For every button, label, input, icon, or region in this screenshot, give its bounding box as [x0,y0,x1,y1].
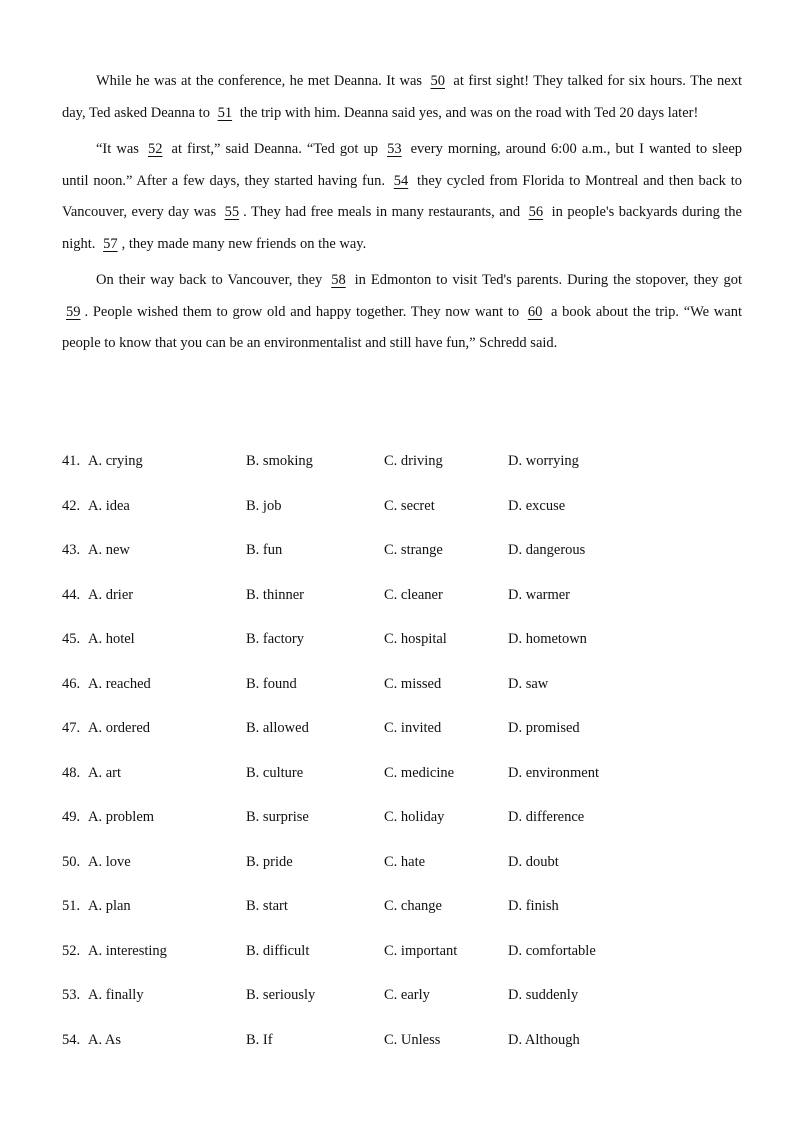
passage-text: in people's backyards during the night. [62,204,742,252]
blank-number: 52 [147,141,163,157]
question-row [62,758,742,803]
passage-text: at first,” said Deanna. “Ted got up [166,141,384,157]
answer-option: A. As [88,1031,122,1048]
answer-option: A. reached [88,675,151,692]
answer-option: B. factory [246,631,304,647]
passage-text: “It was [96,141,144,157]
question-number: 47. [62,720,81,736]
answer-option: B. If [246,1031,273,1048]
answer-option: D. Although [508,1031,580,1048]
answer-option: C. medicine [384,764,455,781]
answer-option: B. smoking [246,453,313,469]
question-row [62,580,742,625]
answer-option: B. seriously [246,987,316,1003]
answer-option: D. excuse [508,497,566,514]
answer-option: C. holiday [384,809,445,825]
question-number: 45. [62,631,81,647]
question-row [62,980,742,1025]
answer-option: A. interesting [88,942,167,959]
question-row [62,891,742,936]
blank-number: 50 [430,73,445,89]
question-number: 51. [62,898,81,914]
question-row [62,624,742,669]
answer-option: B. thinner [246,586,304,603]
answer-option: B. start [246,898,288,914]
answer-options-list [62,446,742,1069]
question-number: 52. [62,942,81,959]
blank-number: 60 [527,303,543,320]
passage-text: a book about the trip. “We want people to know that you can be an environmentalist and still have fun,” Schredd said. [62,303,742,351]
question-row [62,847,742,892]
passage-text: While he was at the conference, he met Deanna. It was [96,73,427,89]
answer-option: D. hometown [508,631,587,647]
answer-option: C. driving [384,453,443,469]
question-row [62,713,742,758]
blank-number: 54 [393,172,409,189]
answer-option: D. doubt [508,853,559,870]
passage-text: every morning, around 6:00 a.m., but I wanted to sleep until noon.” After a few days, they started having fun. [62,141,743,189]
answer-option: D. difference [508,809,585,825]
answer-option: B. found [246,675,297,692]
question-number: 54. [62,1031,81,1048]
answer-option: A. new [88,542,130,558]
blank-number: 58 [331,272,346,288]
answer-option: B. surprise [246,809,309,825]
cloze-passage [62,66,742,365]
answer-option: C. hospital [384,631,447,647]
answer-option: C. change [384,898,442,914]
passage-text: . People wished them to grow old and happy together. They now want to [84,303,524,320]
answer-option: A. drier [88,586,134,603]
passage-paragraph [62,66,742,129]
answer-option: D. warmer [508,586,571,603]
answer-option: B. job [246,497,282,514]
answer-option: D. finish [508,898,559,914]
blank-number: 51 [217,104,233,121]
answer-option: B. culture [246,764,304,781]
answer-option: A. hotel [88,631,135,647]
answer-option: B. fun [246,542,283,558]
answer-option: D. worrying [508,453,579,469]
answer-option: D. dangerous [508,542,586,558]
answer-option: D. suddenly [508,987,579,1003]
passage-text: On their way back to Vancouver, they [96,272,328,288]
passage-paragraph [62,265,742,360]
answer-option: A. love [88,853,131,870]
answer-option: B. allowed [246,720,309,736]
blank-number: 57 [103,235,118,252]
answer-option: C. missed [384,675,442,692]
answer-option: A. idea [88,497,130,514]
question-number: 43. [62,542,81,558]
passage-paragraph [62,134,742,260]
answer-option: A. finally [88,987,144,1003]
passage-text: they cycled from Florida to Montreal and then back to Vancouver, every day was [62,172,742,220]
question-number: 53. [62,987,81,1003]
answer-option: A. plan [88,898,131,914]
blank-number: 55 [224,204,240,220]
answer-option: C. Unless [384,1031,441,1048]
blank-number: 53 [387,141,402,157]
answer-option: B. pride [246,853,293,870]
passage-text: at first sight! They talked for six hours. The next day, Ted asked Deanna to [62,73,743,121]
question-number: 46. [62,675,81,692]
question-row [62,802,742,847]
answer-option: C. strange [384,542,443,558]
answer-option: D. promised [508,720,580,736]
answer-option: C. hate [384,853,426,870]
answer-option: C. early [384,987,430,1003]
passage-text: the trip with him. Deanna said yes, and was on the road with Ted 20 days later! [236,104,699,121]
blank-number: 56 [528,204,544,220]
question-number: 41. [62,453,81,469]
question-number: 48. [62,764,81,781]
question-row [62,446,742,491]
question-number: 50. [62,853,81,870]
question-number: 49. [62,809,81,825]
answer-option: C. secret [384,497,435,514]
answer-option: A. ordered [88,720,151,736]
question-number: 42. [62,497,81,514]
question-row [62,491,742,536]
answer-option: A. crying [88,453,143,469]
question-number: 44. [62,586,81,603]
answer-option: D. saw [508,675,549,692]
answer-option: C. important [384,942,458,959]
question-row [62,1025,742,1070]
answer-option: A. problem [88,809,155,825]
answer-option: C. invited [384,720,442,736]
passage-text: in Edmonton to visit Ted's parents. During the stopover, they got [349,272,742,288]
question-row [62,936,742,981]
question-row [62,535,742,580]
answer-option: A. art [88,764,122,781]
answer-option: C. cleaner [384,586,443,603]
question-row [62,669,742,714]
passage-text: , they made many new friends on the way. [121,235,367,252]
answer-option: B. difficult [246,942,310,959]
answer-option: D. comfortable [508,942,596,959]
passage-text: . They had free meals in many restaurants, and [243,204,525,220]
blank-number: 59 [66,303,81,320]
answer-option: D. environment [508,764,600,781]
